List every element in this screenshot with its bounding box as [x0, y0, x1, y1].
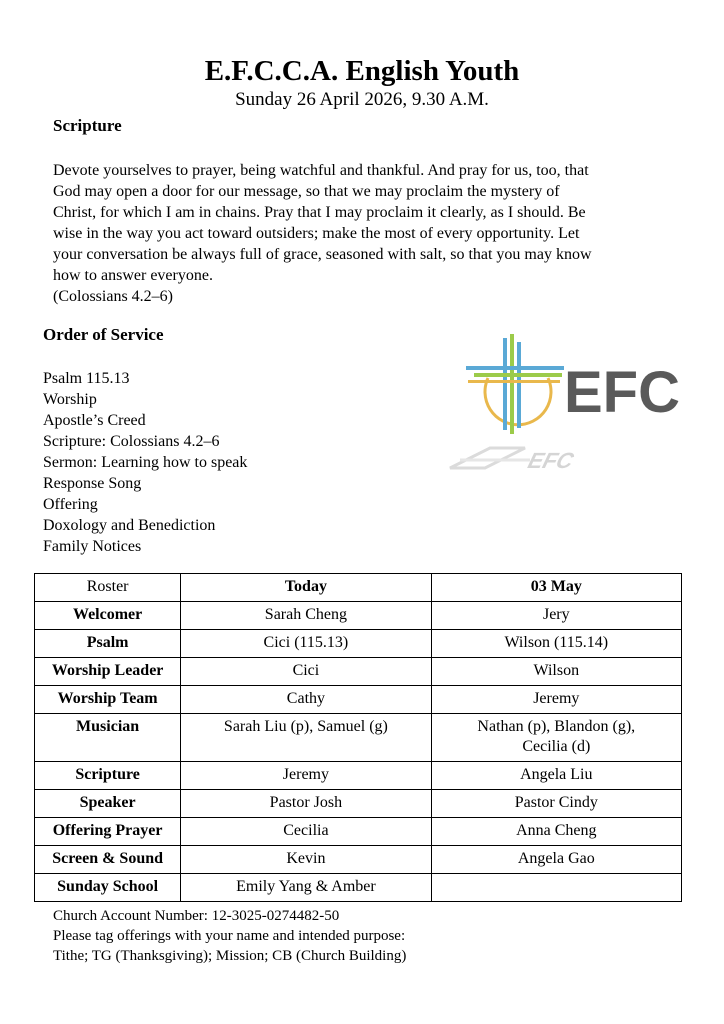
scripture-line: wise in the way you act toward outsiders; make the most of every opportunity. Let [53, 225, 580, 242]
page-title: E.F.C.C.A. English Youth [204, 55, 520, 87]
logo-cross-bar [466, 366, 564, 370]
list-item: Scripture: Colossians 4.2–6 [43, 433, 220, 450]
role-cell: Musician [35, 714, 181, 762]
role-cell: Screen & Sound [35, 846, 181, 874]
service-date: Sunday 26 April 2026, 9.30 A.M. [235, 89, 489, 110]
scripture-line: God may open a door for our message, so that we may proclaim the mystery of [53, 183, 560, 200]
column-header: Today [181, 574, 431, 602]
today-cell: Pastor Josh [181, 790, 431, 818]
next-cell: Wilson (115.14) [431, 630, 681, 658]
role-cell: Welcomer [35, 602, 181, 630]
logo-cross-bar [474, 373, 562, 377]
list-item: Sermon: Learning how to speak [43, 454, 248, 471]
next-cell: Wilson [431, 658, 681, 686]
today-cell: Cici [181, 658, 431, 686]
list-item: Family Notices [43, 538, 142, 555]
next-cell: Angela Gao [431, 846, 681, 874]
today-cell: Cecilia [181, 818, 431, 846]
next-cell [431, 874, 681, 902]
order-of-service-list [43, 368, 247, 557]
footer-notes [53, 906, 406, 966]
table-row [35, 630, 682, 658]
scripture-line: how to answer everyone. [53, 267, 213, 284]
list-item: Doxology and Benediction [43, 517, 216, 534]
logo-cross-bar [468, 380, 560, 383]
table-row [35, 790, 682, 818]
list-item: Response Song [43, 475, 142, 492]
scripture-reference: (Colossians 4.2–6) [53, 288, 173, 305]
table-row [35, 686, 682, 714]
today-cell: Cathy [181, 686, 431, 714]
scripture-line: Christ, for which I am in chains. Pray that I may proclaim it clearly, as I should. Be [53, 204, 586, 221]
next-cell [431, 714, 681, 762]
logo-reflection-text: EFC [523, 448, 579, 473]
next-cell: Jery [431, 602, 681, 630]
today-cell: Kevin [181, 846, 431, 874]
role-cell: Psalm [35, 630, 181, 658]
today-cell: Sarah Liu (p), Samuel (g) [181, 714, 431, 762]
table-row [35, 762, 682, 790]
account-number: Church Account Number: 12-3025-0274482-50 [53, 908, 340, 924]
order-of-service-heading: Order of Service [43, 325, 164, 344]
next-cell: Jeremy [431, 686, 681, 714]
list-item: Apostle’s Creed [43, 412, 146, 429]
logo-cross-bar [503, 338, 507, 430]
logo-text: EFC [564, 360, 680, 425]
role-cell: Offering Prayer [35, 818, 181, 846]
today-cell: Jeremy [181, 762, 431, 790]
logo-cross-bar [510, 334, 514, 434]
list-item: Psalm 115.13 [43, 370, 130, 387]
table-row [35, 658, 682, 686]
table-row [35, 818, 682, 846]
next-cell: Anna Cheng [431, 818, 681, 846]
column-header: 03 May [431, 574, 681, 602]
offering-instructions: Please tag offerings with your name and intended purpose: [53, 928, 406, 944]
role-cell: Sunday School [35, 874, 181, 902]
next-cell: Pastor Cindy [431, 790, 681, 818]
table-row [35, 714, 682, 762]
roster-table [34, 573, 682, 902]
table-row [35, 874, 682, 902]
table-row [35, 602, 682, 630]
scripture-passage [53, 160, 693, 307]
role-cell: Worship Leader [35, 658, 181, 686]
scripture-line: your conversation be always full of grace, seasoned with salt, so that you may know [53, 246, 592, 263]
next-cell-line: Nathan (p), Blandon (g), [477, 718, 636, 735]
scripture-heading: Scripture [53, 116, 122, 135]
efc-logo-icon [430, 330, 690, 480]
offering-categories: Tithe; TG (Thanksgiving); Mission; CB (Church Building) [53, 948, 407, 964]
logo-cross-bar [517, 342, 521, 428]
next-cell-line: Cecilia (d) [522, 738, 591, 755]
today-cell: Sarah Cheng [181, 602, 431, 630]
efc-logo [430, 330, 690, 480]
table-row [35, 846, 682, 874]
role-cell: Worship Team [35, 686, 181, 714]
column-header: Roster [35, 574, 181, 602]
role-cell: Scripture [35, 762, 181, 790]
today-cell: Emily Yang & Amber [181, 874, 431, 902]
logo-reflection [450, 448, 579, 473]
next-cell: Angela Liu [431, 762, 681, 790]
list-item: Offering [43, 496, 98, 513]
scripture-line: Devote yourselves to prayer, being watchful and thankful. And pray for us, too, that [53, 162, 589, 179]
table-header-row [35, 574, 682, 602]
role-cell: Speaker [35, 790, 181, 818]
list-item: Worship [43, 391, 97, 408]
today-cell: Cici (115.13) [181, 630, 431, 658]
